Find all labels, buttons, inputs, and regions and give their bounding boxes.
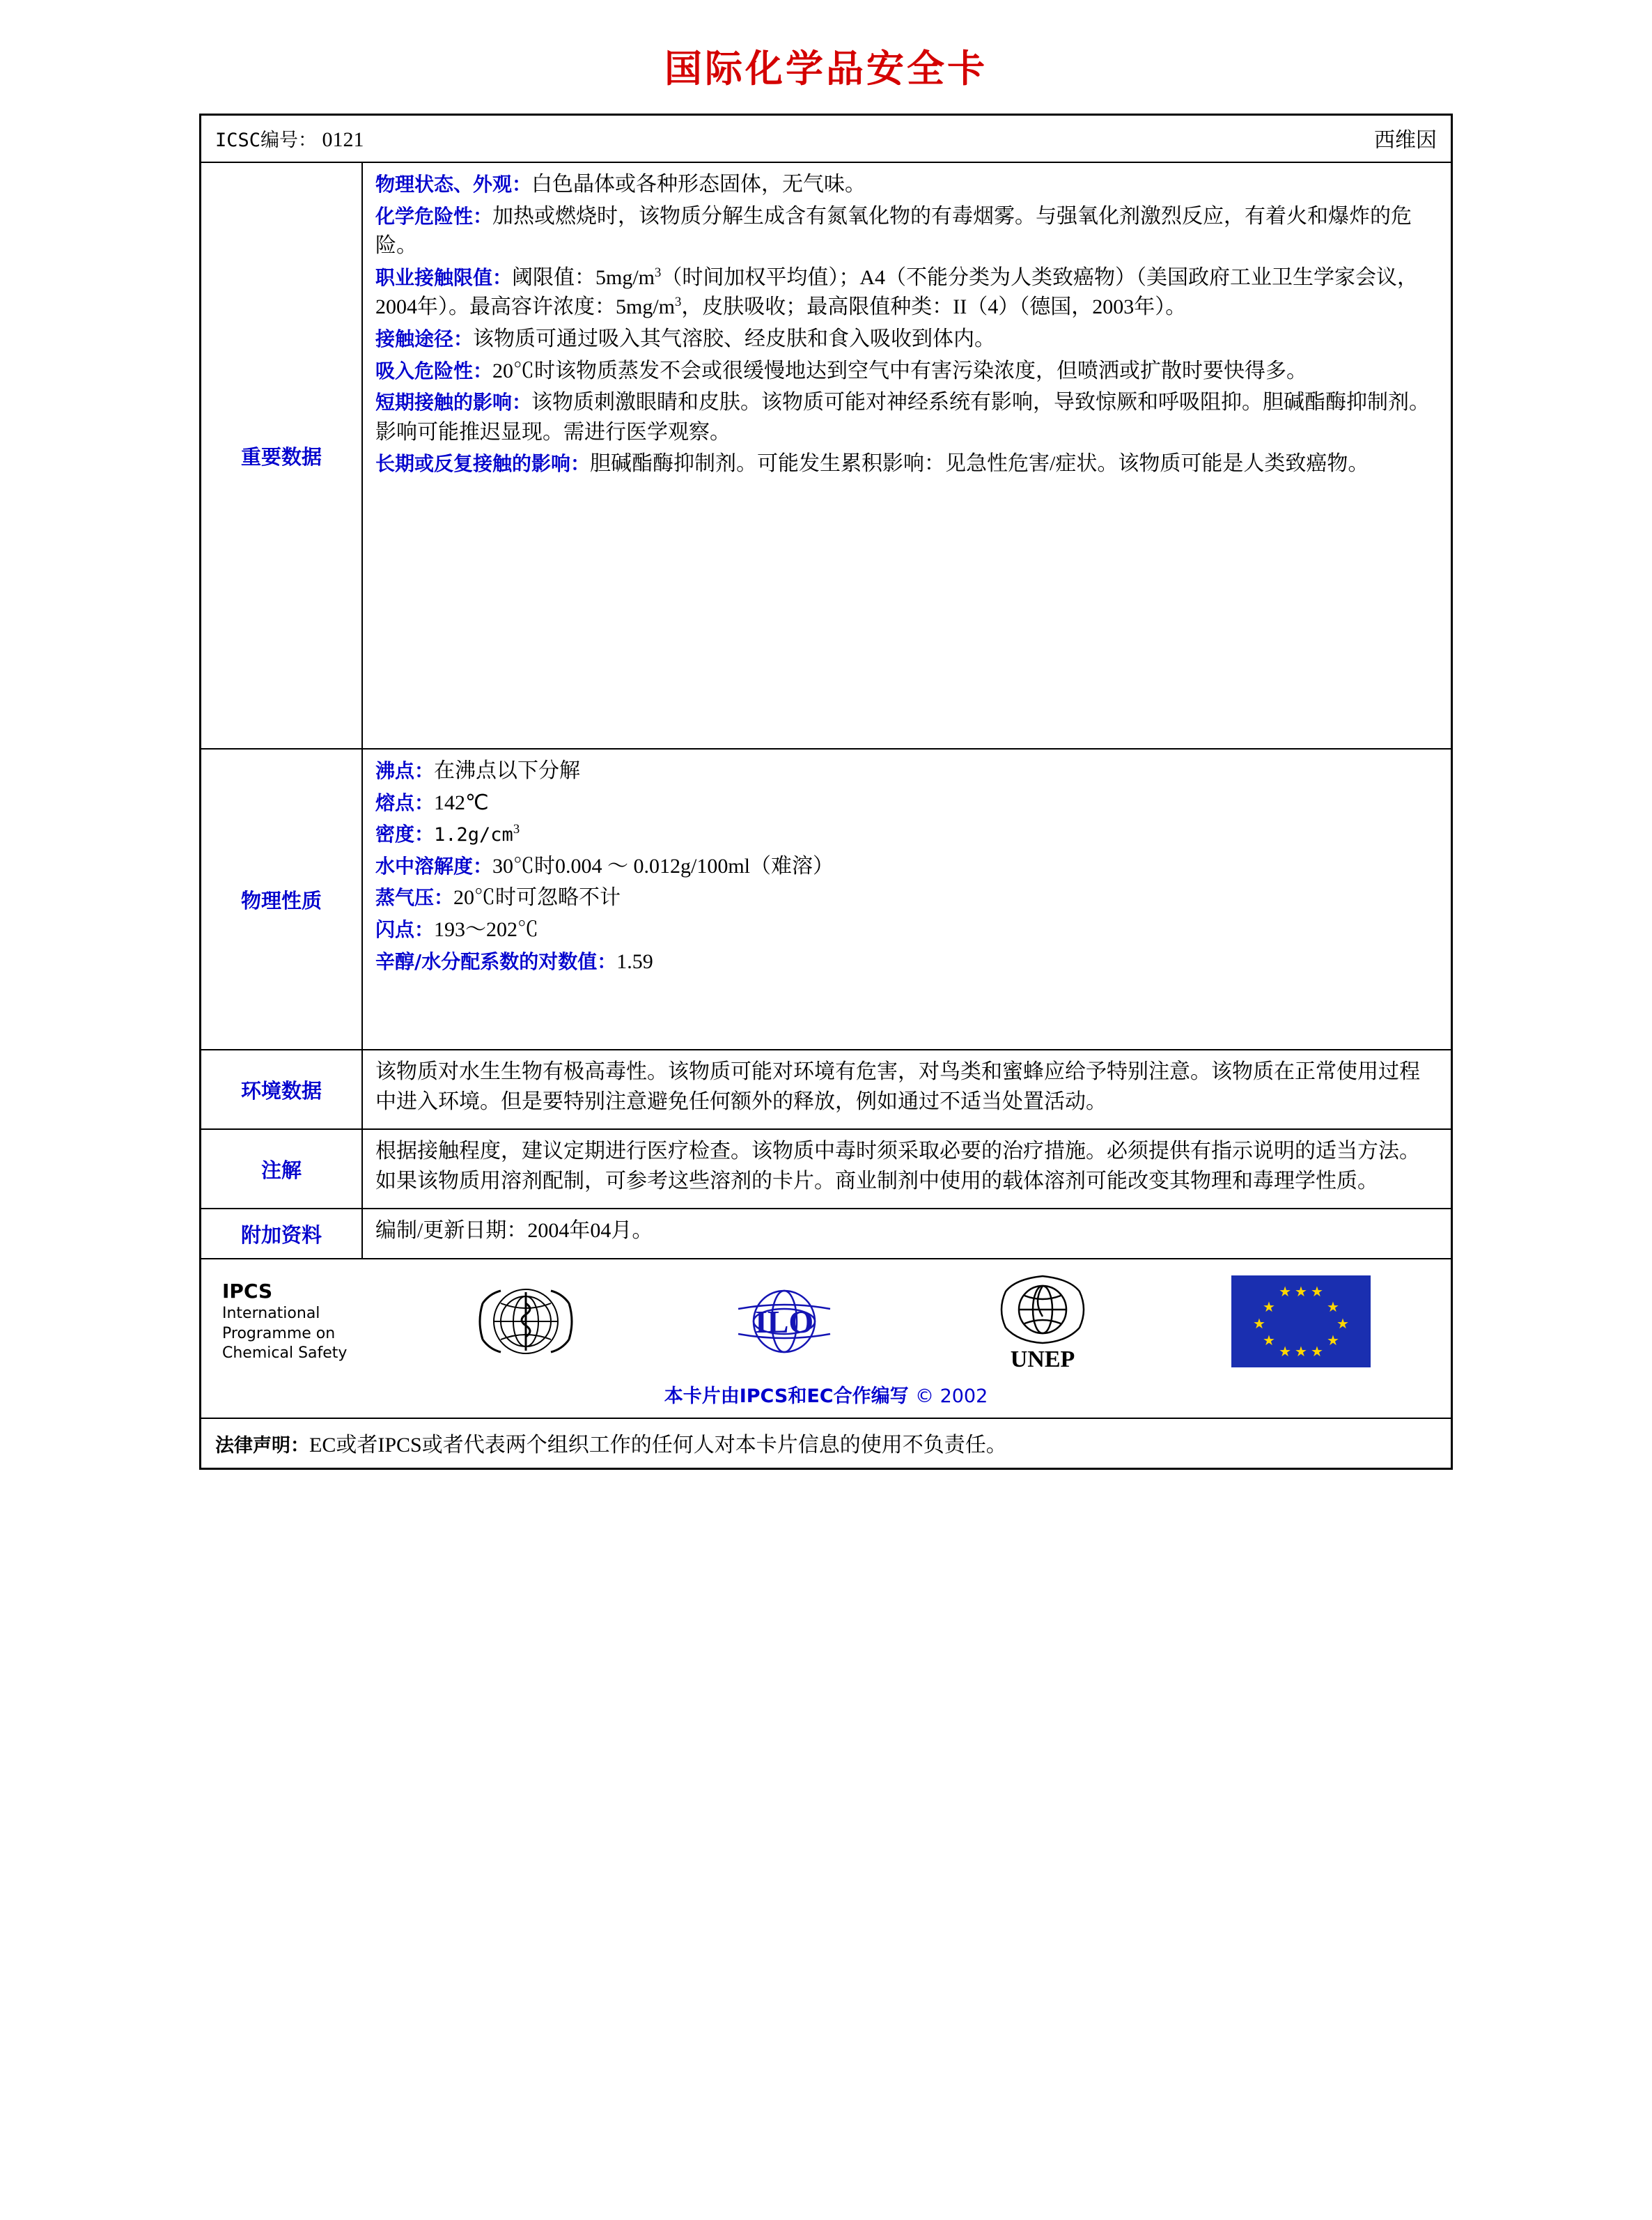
field-key: 物理状态、外观：	[375, 173, 532, 196]
field-key: 职业接触限值：	[375, 265, 513, 289]
icsc-number-value: 0121	[322, 127, 364, 151]
unep-logo	[963, 1269, 1123, 1374]
field-octanol-water-partition	[375, 947, 1438, 977]
field-value: 20℃时可忽略不计	[453, 886, 621, 910]
svg-text:ILO: ILO	[754, 1303, 813, 1340]
substance-name: 西维因	[1374, 129, 1437, 152]
section-label-physical-properties: 物理性质	[201, 750, 363, 1049]
field-inhalation-risk	[375, 357, 1438, 387]
svg-text:★: ★	[1326, 1299, 1339, 1315]
field-key: 吸入危险性：	[375, 359, 493, 382]
section-content-physical-properties	[363, 750, 1451, 1049]
field-value: 该物质可通过吸入其气溶胶、经皮肤和食入吸收到体内。	[473, 327, 996, 350]
legal-text: EC或者IPCS或者代表两个组织工作的任何人对本卡片信息的使用不负责任。	[309, 1433, 1007, 1457]
section-content-notes	[363, 1130, 1451, 1208]
footer-logos-row	[201, 1258, 1451, 1418]
credit-line	[201, 1376, 1451, 1418]
field-key: 闪点：	[375, 917, 435, 941]
legal-label: 法律声明：	[215, 1434, 309, 1457]
svg-text:★: ★	[1262, 1333, 1275, 1349]
field-chemical-hazards	[375, 202, 1438, 261]
field-value: 该物质刺激眼睛和皮肤。该物质可能对神经系统有影响，导致惊厥和呼吸阻抑。胆碱酯酶抑制剂。影响可能推迟显现。需进行医学观察。	[375, 391, 1431, 444]
ipcs-abbreviation: IPCS	[222, 1279, 273, 1303]
additional-info-text: 编制/更新日期：2004年04月。	[375, 1219, 653, 1243]
field-value: 胆碱酯酶抑制剂。可能发生累积影响：见急性危害/症状。该物质可能是人类致癌物。	[590, 452, 1369, 476]
field-key: 短期接触的影响：	[375, 391, 532, 414]
field-key: 蒸气压：	[375, 886, 454, 910]
svg-text:★: ★	[1326, 1333, 1339, 1349]
svg-text:★ ★ ★: ★ ★ ★	[1278, 1344, 1323, 1360]
notes-text: 根据接触程度，建议定期进行医疗检查。该物质中毒时须采取必要的治疗措施。必须提供有指示说明的适当方法。如果该物质用溶剂配制，可参考这些溶剂的卡片。商业制剂中使用的载体溶剂可能改变其物理和毒理学性质。	[375, 1140, 1420, 1193]
who-logo	[446, 1269, 606, 1374]
field-key: 接触途径：	[375, 327, 474, 350]
field-value: 30℃时0.004 ～ 0.012g/100ml（难溶）	[492, 854, 834, 878]
card-header	[201, 116, 1451, 162]
field-value: 1.59	[616, 949, 653, 973]
ilo-logo	[704, 1269, 864, 1374]
section-label-notes: 注解	[201, 1130, 363, 1208]
svg-text:★: ★	[1336, 1316, 1349, 1332]
section-label-important-data: 重要数据	[201, 163, 363, 748]
section-content-environmental-data	[363, 1050, 1451, 1128]
field-value: 阈限值：$5mg/m^3$（时间加权平均值）；A4（不能分类为人类致癌物）（美国政府工业卫生学家会议，2004年）。最高容许浓度：$5mg/m^3$，皮肤吸收；最高限值种类：II（4）（德国，2003年）。	[375, 265, 1418, 319]
field-short-term-effects	[375, 388, 1438, 447]
ipcs-block	[222, 1279, 396, 1364]
environmental-data-text: 该物质对水生生物有极高毒性。该物质可能对环境有危害，对鸟类和蜜蜂应给予特别注意。该物质在正常使用过程中进入环境。但是要特别注意避免任何额外的释放，例如通过不适当处置活动。	[375, 1060, 1420, 1113]
field-key: 密度：	[375, 823, 435, 846]
field-melting-point	[375, 789, 1438, 818]
icsc-card	[199, 114, 1453, 1470]
field-key: 长期或反复接触的影响：	[375, 452, 591, 476]
field-value: 193～202℃	[434, 917, 539, 941]
field-value: $1.2g/cm^3$	[434, 822, 520, 846]
field-physical-state	[375, 170, 1438, 200]
svg-text:★: ★	[1252, 1316, 1265, 1332]
section-environmental-data	[201, 1049, 1451, 1128]
legal-notice	[201, 1418, 1451, 1468]
field-value: 白色晶体或各种形态固体，无气味。	[531, 173, 866, 196]
section-content-additional-info	[363, 1209, 1451, 1258]
section-notes	[201, 1128, 1451, 1208]
svg-text:★ ★ ★: ★ ★ ★	[1278, 1284, 1323, 1300]
page-title: 国际化学品安全卡	[664, 47, 988, 91]
field-long-term-effects	[375, 449, 1438, 479]
field-value: 加热或燃烧时，该物质分解生成含有氮氧化物的有毒烟雾。与强氧化剂激烈反应，有着火和爆炸的危险。	[375, 204, 1412, 258]
ipcs-full-name: International Programme on Chemical Safety	[222, 1305, 348, 1363]
field-occupational-exposure-limits	[375, 263, 1438, 323]
field-water-solubility	[375, 852, 1438, 882]
field-routes-of-exposure	[375, 325, 1438, 355]
section-content-important-data	[363, 163, 1451, 748]
field-key: 水中溶解度：	[375, 854, 493, 878]
credit-text: 本卡片由IPCS和EC合作编写	[664, 1385, 909, 1407]
field-boiling-point	[375, 756, 1438, 786]
field-value: 142℃	[434, 791, 489, 814]
field-flash-point	[375, 915, 1438, 945]
field-key: 辛醇/水分配系数的对数值：	[375, 949, 617, 973]
section-label-environmental-data: 环境数据	[201, 1050, 363, 1128]
field-vapour-pressure	[375, 883, 1438, 913]
svg-text:UNEP: UNEP	[1010, 1346, 1075, 1372]
icsc-number-label: ICSC编号：	[215, 129, 318, 151]
eu-flag-logo	[1221, 1269, 1381, 1374]
section-label-additional-info: 附加资料	[201, 1209, 363, 1258]
section-additional-info	[201, 1208, 1451, 1258]
field-key: 化学危险性：	[375, 204, 493, 228]
field-key: 沸点：	[375, 759, 435, 782]
icsc-number-group	[215, 125, 1374, 152]
svg-text:★: ★	[1262, 1299, 1275, 1315]
field-value: 20℃时该物质蒸发不会或很缓慢地达到空气中有害污染浓度，但喷洒或扩散时要快得多。	[492, 359, 1308, 382]
section-important-data	[201, 162, 1451, 748]
section-physical-properties	[201, 748, 1451, 1049]
field-value: 在沸点以下分解	[434, 759, 581, 782]
credit-copyright: © 2002	[914, 1385, 988, 1407]
field-density	[375, 820, 1438, 850]
field-key: 熔点：	[375, 791, 435, 814]
